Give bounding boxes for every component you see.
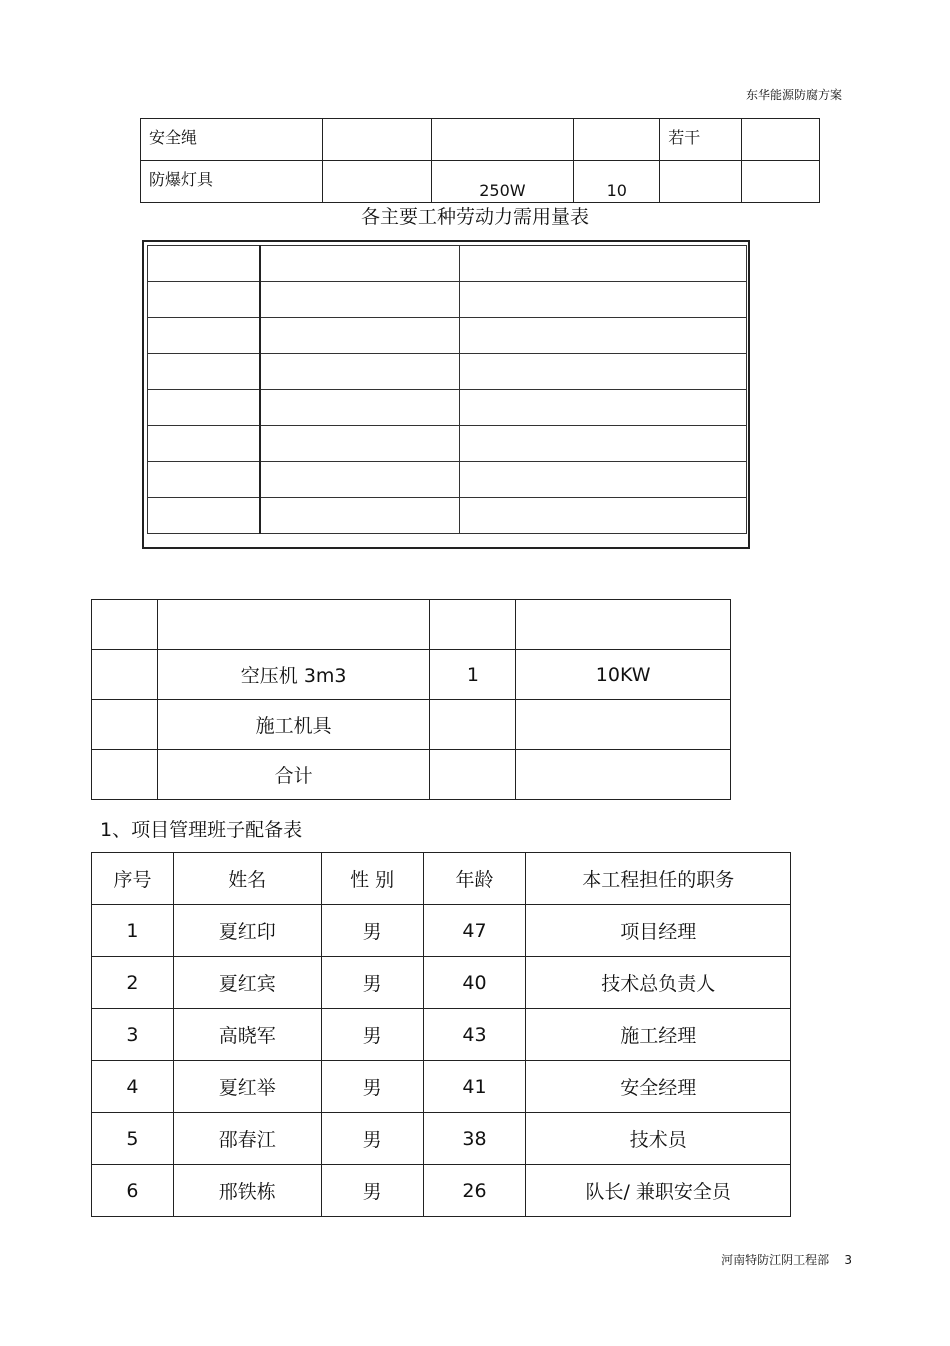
team-table (91, 852, 791, 1217)
table-cell: 43 (423, 1009, 526, 1061)
table-cell (148, 498, 261, 534)
table-cell (92, 700, 158, 750)
table-row (148, 282, 747, 318)
tools-table (140, 118, 820, 203)
table-cell: 夏红宾 (173, 957, 321, 1009)
table-cell: 防爆灯具 (141, 161, 323, 203)
table-cell (460, 318, 747, 354)
table-row (92, 905, 791, 957)
table-cell: 10KW (516, 650, 731, 700)
table-cell (460, 246, 747, 282)
table-cell: 高晓军 (173, 1009, 321, 1061)
table-cell: 男 (321, 905, 423, 957)
table-row (92, 1165, 791, 1217)
table-cell: 若干 (660, 119, 742, 161)
table-cell (148, 282, 261, 318)
table-cell (260, 246, 460, 282)
table-cell: 1 (92, 905, 174, 957)
table-cell (260, 318, 460, 354)
table-cell (516, 600, 731, 650)
table-cell: 男 (321, 1061, 423, 1113)
table-cell: 10 (574, 161, 660, 203)
table-row (148, 462, 747, 498)
table-cell (460, 282, 747, 318)
table-cell: 38 (423, 1113, 526, 1165)
table-cell (260, 462, 460, 498)
table-cell: 41 (423, 1061, 526, 1113)
table-cell: 邢铁栋 (173, 1165, 321, 1217)
table-cell: 队长/ 兼职安全员 (526, 1165, 791, 1217)
table-cell: 6 (92, 1165, 174, 1217)
table-cell (574, 119, 660, 161)
table-cell: 40 (423, 957, 526, 1009)
header-cell: 姓名 (173, 853, 321, 905)
table-cell: 夏红举 (173, 1061, 321, 1113)
table-cell (460, 390, 747, 426)
table-cell (516, 750, 731, 800)
table-cell: 安全绳 (141, 119, 323, 161)
table-cell (460, 426, 747, 462)
page-number: 3 (844, 1253, 852, 1267)
table-cell: 男 (321, 1113, 423, 1165)
labor-table-title: 各主要工种劳动力需用量表 (360, 206, 589, 228)
table-cell (148, 246, 261, 282)
header-cell: 本工程担任的职务 (526, 853, 791, 905)
table-row (148, 498, 747, 534)
table-cell: 技术员 (526, 1113, 791, 1165)
table-cell (322, 119, 431, 161)
table-row (92, 1113, 791, 1165)
table-cell (148, 318, 261, 354)
table-cell: 施工机具 (157, 700, 430, 750)
table-cell (260, 390, 460, 426)
table-cell: 项目经理 (526, 905, 791, 957)
table-cell (742, 119, 820, 161)
table-row (141, 161, 820, 203)
table-cell (430, 750, 516, 800)
table-cell (460, 498, 747, 534)
page-header: 东华能源防腐方案 (745, 88, 842, 102)
table-cell: 空压机 3m3 (157, 650, 430, 700)
table-cell: 5 (92, 1113, 174, 1165)
table-cell: 邵春江 (173, 1113, 321, 1165)
table-cell: 男 (321, 957, 423, 1009)
table-cell (431, 119, 574, 161)
table-cell (260, 426, 460, 462)
table-cell: 施工经理 (526, 1009, 791, 1061)
table-cell (148, 354, 261, 390)
header-cell: 性 别 (321, 853, 423, 905)
table-row (92, 750, 731, 800)
table-cell (148, 462, 261, 498)
page-footer (721, 1251, 852, 1268)
table-row (92, 1061, 791, 1113)
table-row (92, 700, 731, 750)
labor-table-frame (142, 240, 750, 549)
table-cell: 男 (321, 1009, 423, 1061)
header-cell: 年龄 (423, 853, 526, 905)
table-cell: 2 (92, 957, 174, 1009)
table-cell (92, 750, 158, 800)
table-cell (430, 700, 516, 750)
table-row (141, 119, 820, 161)
table-row (148, 390, 747, 426)
table-cell: 47 (423, 905, 526, 957)
table-cell: 1 (430, 650, 516, 700)
table-row (148, 426, 747, 462)
table-cell (430, 600, 516, 650)
table-cell (148, 426, 261, 462)
section-title: 1、项目管理班子配备表 (100, 819, 303, 841)
table-cell: 3 (92, 1009, 174, 1061)
table-cell (460, 354, 747, 390)
table-row (148, 246, 747, 282)
table-cell (460, 462, 747, 498)
table-cell: 26 (423, 1165, 526, 1217)
table-cell (92, 600, 158, 650)
table-cell (260, 282, 460, 318)
table-cell (260, 354, 460, 390)
table-cell (516, 700, 731, 750)
machine-table (91, 599, 731, 800)
footer-org: 河南特防江阴工程部 (721, 1253, 830, 1267)
table-cell (148, 390, 261, 426)
table-cell (322, 161, 431, 203)
table-cell (742, 161, 820, 203)
table-cell: 男 (321, 1165, 423, 1217)
table-cell: 4 (92, 1061, 174, 1113)
table-cell: 合计 (157, 750, 430, 800)
table-row (92, 600, 731, 650)
header-cell: 序号 (92, 853, 174, 905)
table-cell (260, 498, 460, 534)
table-cell: 夏红印 (173, 905, 321, 957)
table-row (92, 650, 731, 700)
table-row (92, 957, 791, 1009)
table-row (92, 1009, 791, 1061)
table-row (148, 354, 747, 390)
table-cell (157, 600, 430, 650)
table-cell (660, 161, 742, 203)
table-row (148, 318, 747, 354)
table-cell: 250W (431, 161, 574, 203)
table-cell: 技术总负责人 (526, 957, 791, 1009)
table-cell (92, 650, 158, 700)
labor-table (147, 245, 747, 534)
table-cell: 安全经理 (526, 1061, 791, 1113)
table-header-row (92, 853, 791, 905)
